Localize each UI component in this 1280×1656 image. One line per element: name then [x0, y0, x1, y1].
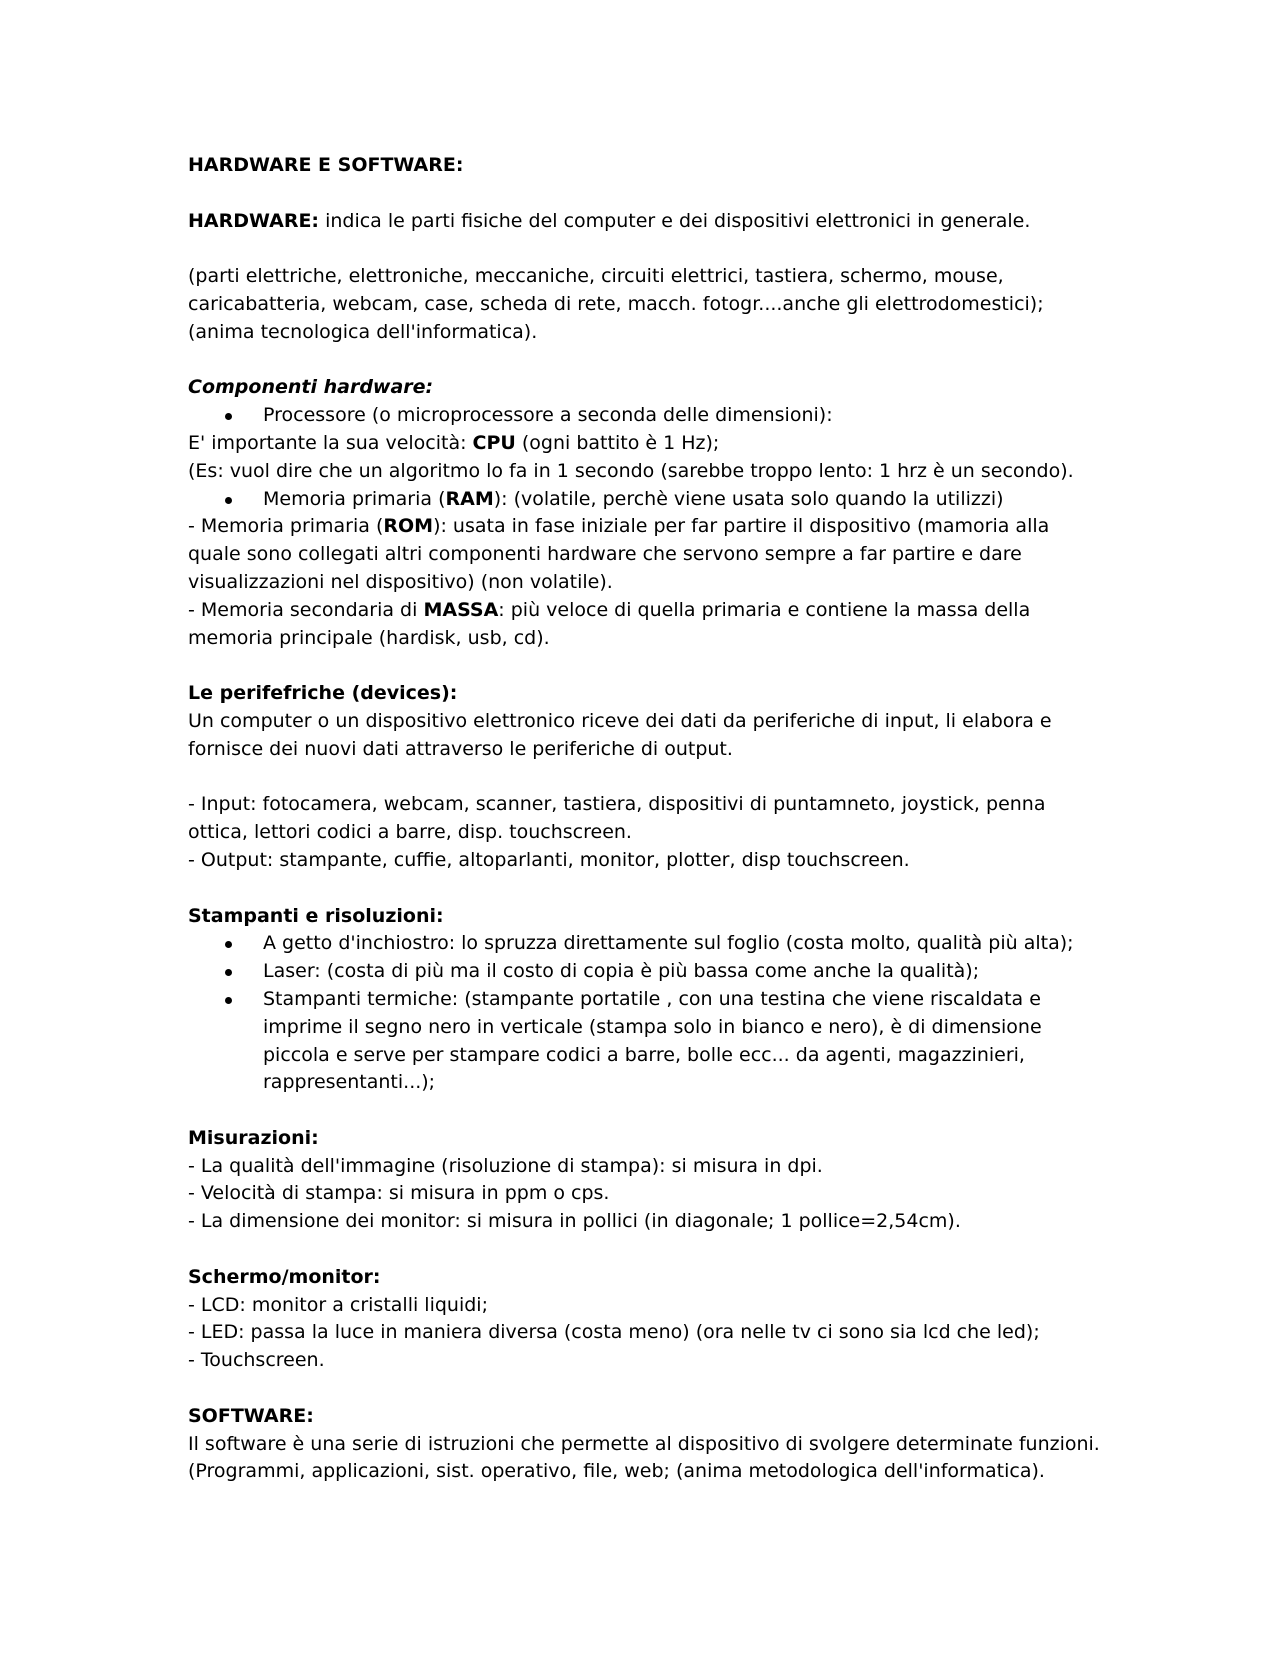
output-line: - Output: stampante, cuffie, altoparlanti, monitor, plotter, disp touchscreen. — [188, 848, 910, 871]
rom-post: ): usata in fase iniziale per far partire il dispositivo (mamoria alla quale sono collegati altri componenti hardware che servono sempre a far partire e dare visualizzazioni nel dispositivo) (non volatile). — [188, 515, 1050, 593]
list-item — [188, 958, 1108, 986]
bullet-icon — [225, 997, 232, 1004]
cpu-speed-post: (ogni battito è 1 Hz); — [515, 431, 720, 454]
printer-laser: Laser: (costa di più ma il costo di copia è più bassa come anche la qualità); — [263, 960, 980, 983]
hardware-label: HARDWARE: — [188, 209, 320, 232]
measurements-heading: Misurazioni: — [188, 1126, 319, 1149]
screen-line: - LED: passa la luce in maniera diversa (costa meno) (ora nelle tv ci sono sia lcd che led); — [188, 1321, 1040, 1344]
components-heading: Componenti hardware: — [188, 376, 434, 399]
massa-post: : più veloce di quella primaria e contiene la massa della memoria principale (hardisk, usb, cd). — [188, 598, 1031, 649]
rom-pre: - Memoria primaria ( — [188, 515, 384, 538]
bullet-icon — [225, 941, 232, 948]
bullet-icon — [225, 497, 232, 504]
document-body — [188, 152, 1108, 1486]
ram-term: RAM — [445, 487, 494, 510]
hardware-definition — [188, 208, 1108, 236]
software-examples: (Programmi, applicazioni, sist. operativo, file, web; (anima metodologica dell'informatica). — [188, 1460, 1045, 1483]
list-item — [188, 986, 1108, 1097]
massa-pre: - Memoria secondaria di — [188, 598, 424, 621]
input-line: - Input: fotocamera, webcam, scanner, tastiera, dispositivi di puntamneto, joystick, penna ottica, lettori codici a barre, disp. touchscreen. — [188, 793, 1046, 844]
software-heading: SOFTWARE: — [188, 1404, 314, 1427]
list-item — [188, 930, 1108, 958]
hardware-examples: (parti elettriche, elettroniche, meccaniche, circuiti elettrici, tastiera, schermo, mouse, caricabatteria, webcam, case, scheda di rete, macch. fotogr....anche gli elettrodomestici); (anima tecnologica dell'informatica). — [188, 265, 1044, 343]
bullet-icon — [225, 413, 232, 420]
screen-heading: Schermo/monitor: — [188, 1265, 381, 1288]
rom-term: ROM — [383, 515, 434, 538]
cpu-term: CPU — [472, 431, 516, 454]
printer-inkjet: A getto d'inchiostro: lo spruzza direttamente sul foglio (costa molto, qualità più alta); — [263, 932, 1074, 955]
ram-post: ): (volatile, perchè viene usata solo quando la utilizzi) — [493, 487, 1004, 510]
cpu-example: (Es: vuol dire che un algoritmo lo fa in 1 secondo (sarebbe troppo lento: 1 hrz è un secondo). — [188, 459, 1074, 482]
measurement-line: - La qualità dell'immagine (risoluzione di stampa): si misura in dpi. — [188, 1154, 823, 1177]
printer-thermal: Stampanti termiche: (stampante portatile , con una testina che viene riscaldata e imprime il segno nero in verticale (stampa solo in bianco e nero), è di dimensione piccola e serve per stampare codici a barre, bolle ecc... da agenti, magazzinieri, rappresentanti...); — [263, 987, 1042, 1094]
screen-line: - Touchscreen. — [188, 1349, 325, 1372]
ram-pre: Memoria primaria ( — [263, 487, 446, 510]
processor-text: Processore (o microprocessore a seconda delle dimensioni): — [263, 404, 833, 427]
software-definition: Il software è una serie di istruzioni che permette al dispositivo di svolgere determinate funzioni. — [188, 1432, 1100, 1455]
rom-line — [188, 513, 1108, 596]
screen-line: - LCD: monitor a cristalli liquidi; — [188, 1293, 488, 1316]
printers-heading: Stampanti e risoluzioni: — [188, 904, 444, 927]
peripherals-text: Un computer o un dispositivo elettronico riceve dei dati da periferiche di input, li elabora e fornisce dei nuovi dati attraverso le periferiche di output. — [188, 709, 1052, 760]
document-title: HARDWARE E SOFTWARE: — [188, 154, 464, 176]
massa-term: MASSA — [423, 598, 499, 621]
massa-line — [188, 597, 1108, 653]
measurement-line: - Velocità di stampa: si misura in ppm o cps. — [188, 1182, 610, 1205]
peripherals-heading: Le perifefriche (devices): — [188, 682, 458, 705]
cpu-speed-pre: E' importante la sua velocità: — [188, 431, 473, 454]
list-item — [188, 486, 1108, 514]
list-item — [188, 402, 1108, 430]
cpu-speed — [188, 430, 1108, 458]
hardware-definition-text: indica le parti fisiche del computer e dei dispositivi elettronici in generale. — [319, 209, 1031, 232]
measurement-line: - La dimensione dei monitor: si misura in pollici (in diagonale; 1 pollice=2,54cm). — [188, 1210, 961, 1233]
bullet-icon — [225, 969, 232, 976]
